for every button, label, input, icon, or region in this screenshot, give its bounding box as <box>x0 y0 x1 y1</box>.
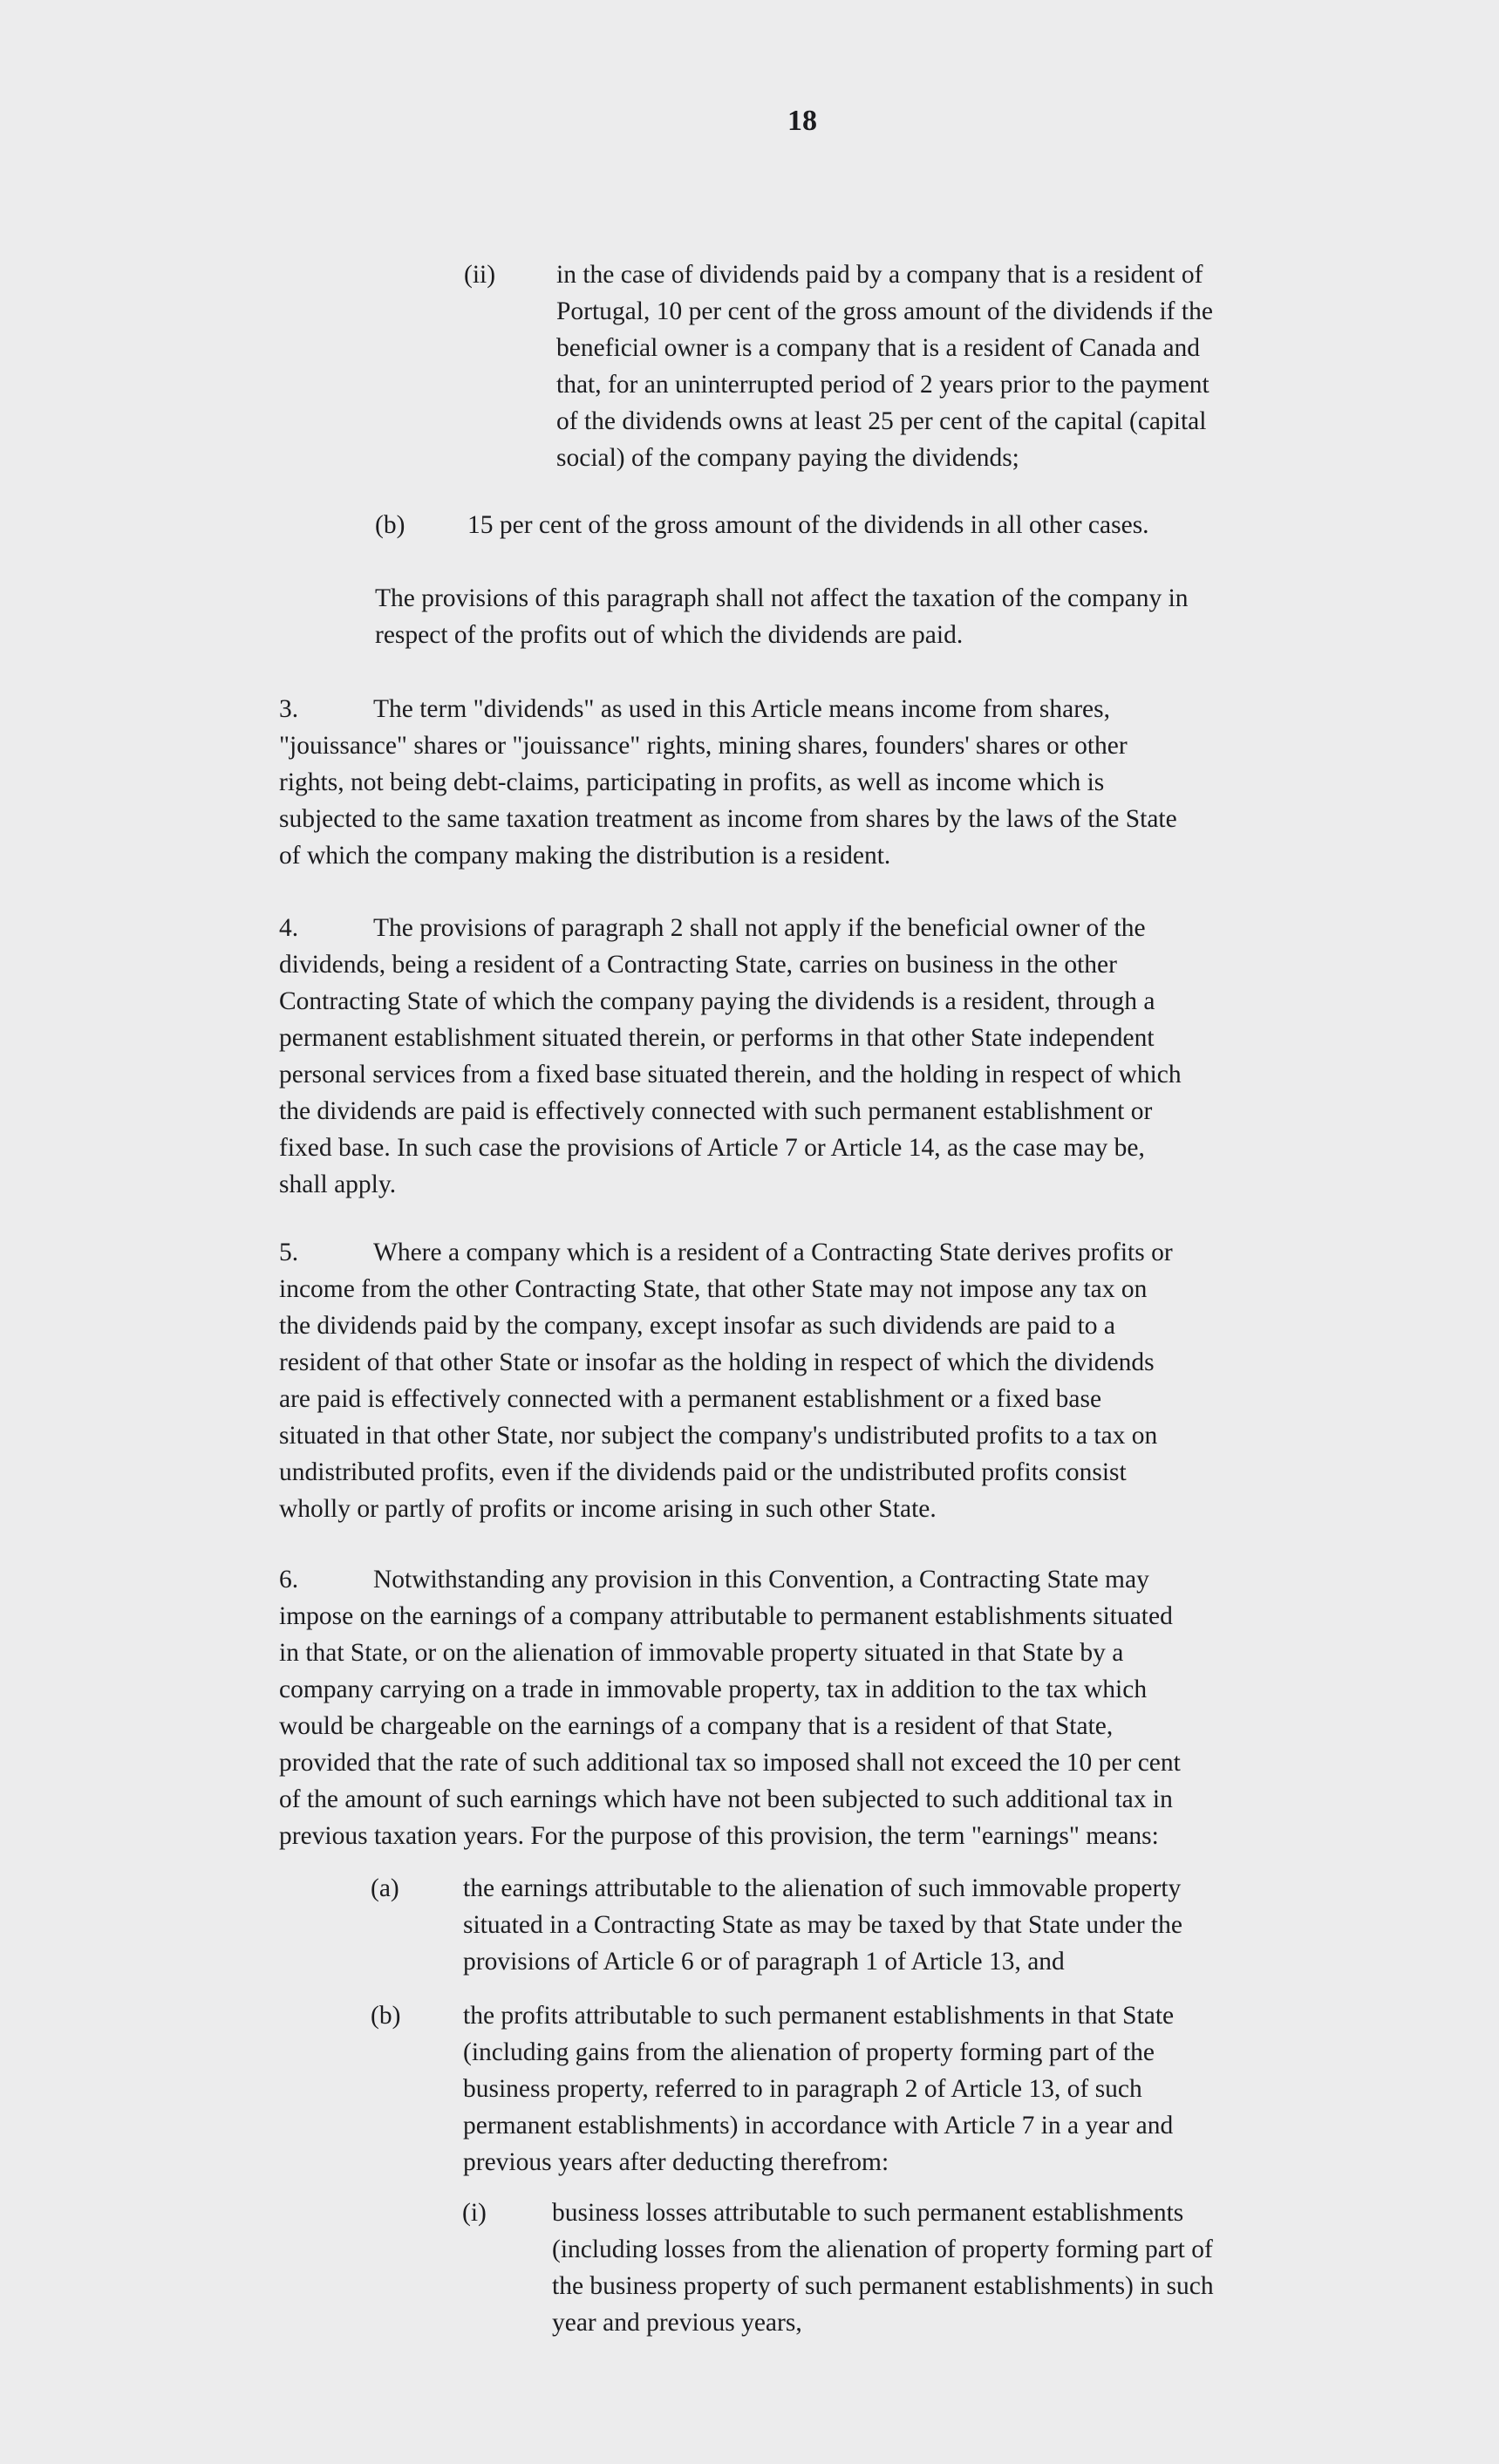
item-ii-label: (ii) <box>464 261 496 289</box>
text-line: provided that the rate of such additional tax so imposed shall not exceed the 10 per cent <box>279 1749 1181 1777</box>
item-b2-text <box>463 1997 1174 2181</box>
text-line: would be chargeable on the earnings of a company that is a resident of that State, <box>279 1712 1114 1740</box>
text-line: the profits attributable to such permanent establishments in that State <box>463 2002 1175 2030</box>
text-line: situated in that other State, nor subject the company's undistributed profits to a tax on <box>279 1422 1158 1450</box>
text-line: the earnings attributable to the alienation of such immovable property <box>463 1874 1182 1902</box>
paragraph-number: 3. <box>279 695 299 723</box>
text-line: impose on the earnings of a company attributable to permanent establishments situated <box>279 1602 1173 1630</box>
text-line: social) of the company paying the dividends; <box>556 444 1019 472</box>
text-line: 15 per cent of the gross amount of the dividends in all other cases. <box>467 511 1149 539</box>
text-line: of which the company making the distribution is a resident. <box>279 842 891 870</box>
text-line: Contracting State of which the company paying the dividends is a resident, through a <box>279 987 1155 1015</box>
item-b-label: (b) <box>375 511 405 539</box>
text-line: Notwithstanding any provision in this Convention, a Contracting State may <box>373 1566 1149 1594</box>
text-line: Portugal, 10 per cent of the gross amount of the dividends if the <box>556 297 1213 325</box>
text-line: the dividends paid by the company, except insofar as such dividends are paid to a <box>279 1312 1116 1340</box>
paragraph-3 <box>279 691 1177 874</box>
item-b2-label: (b) <box>371 2002 401 2030</box>
text-line: personal services from a fixed base situated therein, and the holding in respect of which <box>279 1061 1182 1089</box>
text-line: The provisions of this paragraph shall not affect the taxation of the company in <box>375 584 1189 612</box>
text-line: (including gains from the alienation of property forming part of the <box>463 2038 1155 2066</box>
text-line: (including losses from the alienation of property forming part of <box>552 2235 1213 2263</box>
text-line: "jouissance" shares or "jouissance" rights, mining shares, founders' shares or other <box>279 732 1128 760</box>
text-line: previous years after deducting therefrom: <box>463 2148 889 2176</box>
text-line: subjected to the same taxation treatment as income from shares by the laws of the State <box>279 805 1177 833</box>
text-line: rights, not being debt-claims, participating in profits, as well as income which is <box>279 768 1105 796</box>
text-line: dividends, being a resident of a Contracting State, carries on business in the other <box>279 951 1117 979</box>
text-line: in the case of dividends paid by a company that is a resident of <box>556 261 1203 289</box>
item-i-text <box>552 2194 1214 2341</box>
paragraph-6 <box>279 1561 1181 1854</box>
text-line: Where a company which is a resident of a Contracting State derives profits or <box>373 1239 1173 1266</box>
item-b-text <box>467 507 1149 543</box>
text-line: respect of the profits out of which the dividends are paid. <box>375 621 964 649</box>
text-line: permanent establishments) in accordance with Article 7 in a year and <box>463 2112 1174 2140</box>
paragraph-number: 4. <box>279 914 299 942</box>
item-i-label: (i) <box>462 2199 487 2227</box>
text-line: the dividends are paid is effectively connected with such permanent establishment or <box>279 1097 1153 1125</box>
text-line: beneficial owner is a company that is a resident of Canada and <box>556 334 1201 362</box>
text-line: The term "dividends" as used in this Article means income from shares, <box>373 695 1110 723</box>
text-line: business property, referred to in paragraph 2 of Article 13, of such <box>463 2075 1142 2103</box>
paragraph-number: 6. <box>279 1566 299 1594</box>
text-line: previous taxation years. For the purpose of this provision, the term "earnings" means: <box>279 1822 1159 1850</box>
item-ii-text <box>556 256 1213 476</box>
text-line: of the dividends owns at least 25 per cent of the capital (capital <box>556 407 1207 435</box>
text-line: permanent establishment situated therein, or performs in that other State independent <box>279 1024 1155 1052</box>
item-a-label: (a) <box>371 1874 399 1902</box>
text-line: business losses attributable to such permanent establishments <box>552 2199 1184 2227</box>
text-line: fixed base. In such case the provisions of Article 7 or Article 14, as the case may be, <box>279 1134 1145 1162</box>
paragraph-5 <box>279 1234 1173 1527</box>
text-line: year and previous years, <box>552 2309 802 2337</box>
paragraph-4 <box>279 910 1182 1203</box>
text-line: provisions of Article 6 or of paragraph 1 of Article 13, and <box>463 1948 1065 1976</box>
closing-paragraph <box>375 580 1189 653</box>
text-line: resident of that other State or insofar as the holding in respect of which the dividends <box>279 1348 1155 1376</box>
text-line: shall apply. <box>279 1171 397 1198</box>
text-line: are paid is effectively connected with a permanent establishment or a fixed base <box>279 1385 1102 1413</box>
text-line: in that State, or on the alienation of immovable property situated in that State by a <box>279 1639 1124 1667</box>
text-line: The provisions of paragraph 2 shall not apply if the beneficial owner of the <box>373 914 1146 942</box>
paragraph-number: 5. <box>279 1239 299 1266</box>
text-line: of the amount of such earnings which have not been subjected to such additional tax in <box>279 1785 1173 1813</box>
text-line: that, for an uninterrupted period of 2 years prior to the payment <box>556 371 1209 399</box>
text-line: the business property of such permanent establishments) in such <box>552 2272 1214 2300</box>
text-line: undistributed profits, even if the dividends paid or the undistributed profits consist <box>279 1458 1127 1486</box>
text-line: wholly or partly of profits or income arising in such other State. <box>279 1495 937 1523</box>
text-line: income from the other Contracting State, that other State may not impose any tax on <box>279 1275 1148 1303</box>
text-line: situated in a Contracting State as may be taxed by that State under the <box>463 1911 1182 1939</box>
item-a-text <box>463 1870 1182 1980</box>
page-number: 18 <box>787 105 817 137</box>
text-line: company carrying on a trade in immovable property, tax in addition to the tax which <box>279 1676 1148 1703</box>
